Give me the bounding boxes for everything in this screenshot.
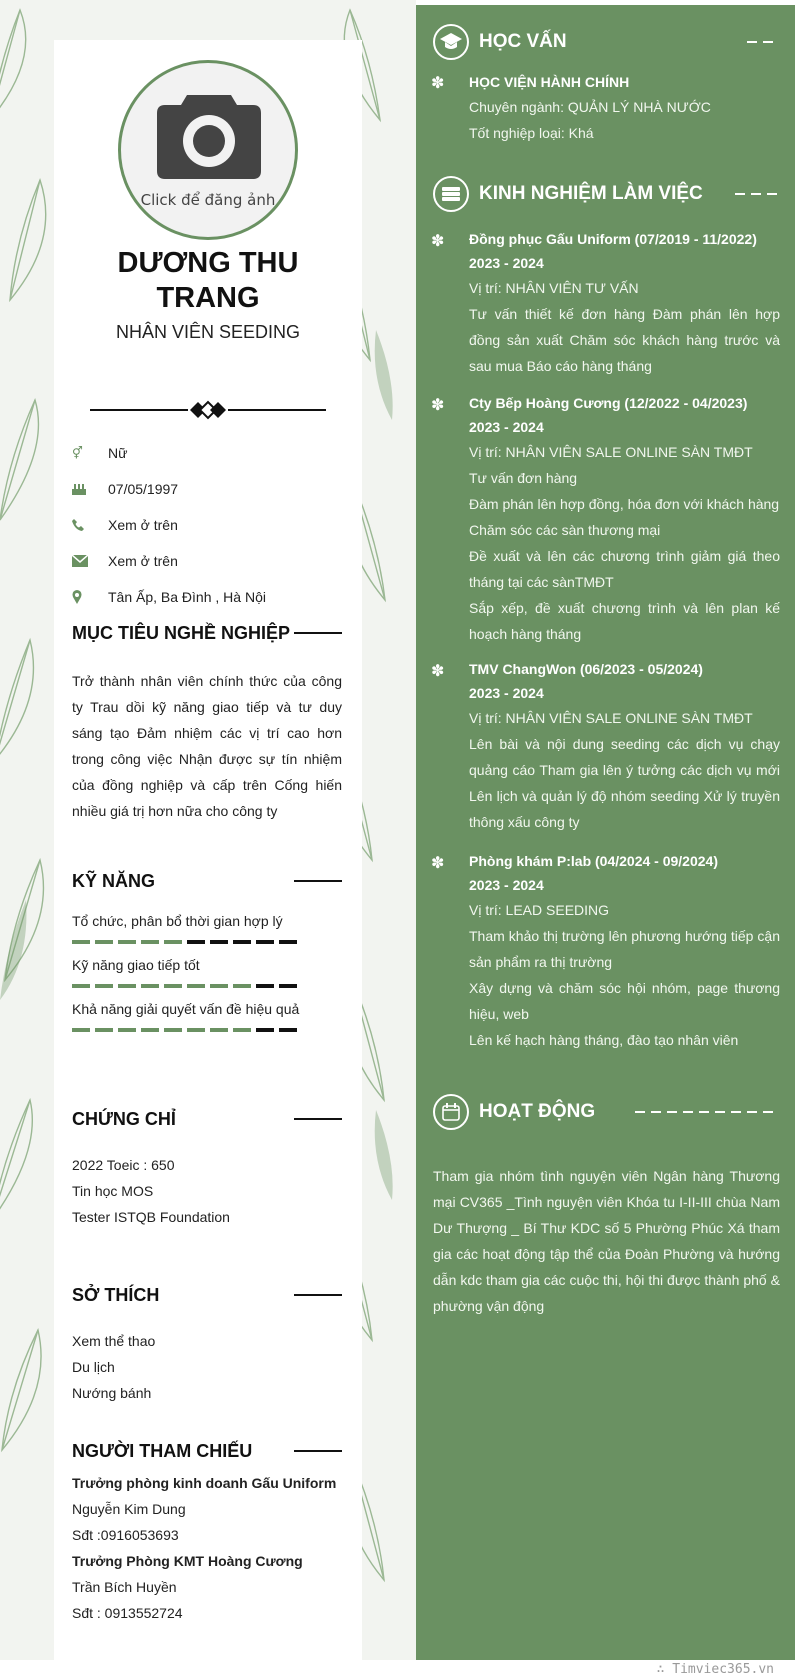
skill-item <box>72 908 342 944</box>
skill-bar-empty-segment <box>256 1028 274 1032</box>
objective-text: Trở thành nhân viên chính thức của công ty Trau dồi kỹ năng giao tiếp và tư duy sáng tạo Đảm nhiệm các vị trí cao hơn trong công việc Nhận được sự tín nhiệm của đồng nghiệp và cấp trên Cống hiến nhiều giá trị hơn nữa cho công ty <box>72 673 342 819</box>
skill-bar-empty-segment <box>256 940 274 944</box>
school-name: HỌC VIỆN HÀNH CHÍNH <box>469 74 630 90</box>
flower-bullet-icon: ✽ <box>431 397 445 414</box>
skill-bar-filled-segment <box>141 984 159 988</box>
skill-bar-filled-segment <box>187 1028 205 1032</box>
flower-bullet-icon: ✽ <box>431 75 445 92</box>
education-title: HỌC VẤN <box>479 31 567 52</box>
skill-bar <box>72 940 342 944</box>
list-item: Nướng bánh <box>72 1385 152 1401</box>
personal-info-list <box>72 435 352 615</box>
flower-bullet-icon: ✽ <box>431 855 445 872</box>
skill-bar-filled-segment <box>164 1028 182 1032</box>
heading-dash-line <box>747 41 778 43</box>
activities-heading <box>433 1093 778 1131</box>
experience-detail: Sắp xếp, đề xuất chương trình và lên plan kế hoạch hàng tháng <box>469 600 780 642</box>
experience-role: Vị trí: NHÂN VIÊN SALE ONLINE SÀN TMĐT <box>469 444 753 460</box>
reference-phone: Sđt : 0913552724 <box>72 1605 183 1621</box>
skills-heading <box>72 870 342 892</box>
skill-bar-empty-segment <box>233 940 251 944</box>
upload-photo-text[interactable]: Click để đăng ảnh <box>140 191 276 209</box>
skill-bar-filled-segment <box>95 940 113 944</box>
experience-years: 2023 - 2024 <box>469 255 544 271</box>
heading-rule <box>294 632 342 634</box>
certificates-title: CHỨNG CHỈ <box>72 1108 176 1129</box>
experience-entry <box>469 657 780 835</box>
skill-bar-empty-segment <box>279 984 297 988</box>
activities-text: Tham gia nhóm tình nguyện viên Ngân hàng Thương mại CV365 _Tình nguyện viên Khóa tu I-II-III chùa Nam Dư Thượng _ Bí Thư KDC số 5 Phường Phúc Xá tham gia các hoạt động tập thể của Đoàn Phường và hướng dẫn kdc tham gia các cuộc thi, hội thi được thành phố & phường vận động <box>433 1168 780 1314</box>
objective-heading <box>72 622 342 644</box>
experience-years: 2023 - 2024 <box>469 877 544 893</box>
experience-detail: Tư vấn đơn hàng <box>469 470 578 486</box>
left-column <box>54 40 362 1660</box>
list-item: Xem thể thao <box>72 1333 156 1349</box>
skill-bar-filled-segment <box>118 940 136 944</box>
experience-company: Cty Bếp Hoàng Cương (12/2022 - 04/2023) <box>469 395 748 411</box>
flower-bullet-icon: ✽ <box>431 233 445 250</box>
info-email <box>72 543 352 579</box>
candidate-name <box>54 246 362 316</box>
experience-company: Đồng phục Gấu Uniform (07/2019 - 11/2022) <box>469 231 757 247</box>
skill-bar-empty-segment <box>279 940 297 944</box>
skill-bar-filled-segment <box>72 984 90 988</box>
heading-dash-line <box>635 1111 778 1113</box>
location-pin-icon <box>72 590 108 604</box>
objective-title: MỤC TIÊU NGHỀ NGHIỆP <box>72 622 291 643</box>
name-line-1: DƯƠNG THU <box>117 247 299 279</box>
info-birthday <box>72 471 352 507</box>
hobbies-list <box>72 1328 342 1406</box>
education-heading <box>433 23 778 61</box>
skill-bar-empty-segment <box>279 1028 297 1032</box>
skill-bar-filled-segment <box>233 984 251 988</box>
watermark-text: Timviec365.vn <box>672 1662 774 1677</box>
avatar-upload[interactable] <box>118 60 298 240</box>
experience-entry <box>469 849 780 1053</box>
experience-years: 2023 - 2024 <box>469 685 544 701</box>
certificates-list <box>72 1152 342 1230</box>
experience-role: Vị trí: LEAD SEEDING <box>469 902 610 918</box>
birthday-cake-icon <box>72 483 108 495</box>
skill-bar-filled-segment <box>95 1028 113 1032</box>
skill-label: Tổ chức, phân bổ thời gian hợp lý <box>72 913 283 929</box>
phone-value: Xem ở trên <box>108 517 178 533</box>
heading-rule <box>294 880 342 882</box>
phone-icon <box>72 519 108 531</box>
experience-company: TMV ChangWon (06/2023 - 05/2024) <box>469 661 703 677</box>
reference-title: Trưởng Phòng KMT Hoàng Cương <box>72 1553 303 1569</box>
hobbies-title: SỞ THÍCH <box>72 1284 160 1305</box>
graduation-cap-icon <box>433 24 469 60</box>
address-value: Tân Ấp, Ba Đình , Hà Nội <box>108 589 266 605</box>
reference-name: Trần Bích Huyền <box>72 1579 177 1595</box>
skill-bar-filled-segment <box>164 984 182 988</box>
certificates-heading <box>72 1108 342 1130</box>
heading-dash-line <box>735 193 778 195</box>
experience-role: Vị trí: NHÂN VIÊN SALE ONLINE SÀN TMĐT <box>469 710 753 726</box>
experience-entry <box>469 227 780 379</box>
gender-value: Nữ <box>108 445 128 461</box>
skill-bar-filled-segment <box>72 1028 90 1032</box>
info-gender <box>72 435 352 471</box>
experience-detail: Tham khảo thị trường lên phương hướng tiếp cận sản phẩm ra thị trường <box>469 928 780 970</box>
skill-bar-filled-segment <box>210 984 228 988</box>
birthday-value: 07/05/1997 <box>108 481 179 497</box>
skills-title: KỸ NĂNG <box>72 870 156 891</box>
skill-bar-filled-segment <box>141 940 159 944</box>
experience-detail: Lên kế hạch hàng tháng, đào tạo nhân viên <box>469 1032 739 1048</box>
calendar-icon <box>433 1094 469 1130</box>
education-major: Chuyên ngành: QUẢN LÝ NHÀ NƯỚC <box>469 99 711 115</box>
camera-icon <box>157 91 261 179</box>
experience-heading <box>433 175 778 213</box>
book-stack-icon <box>433 176 469 212</box>
skill-bar-empty-segment <box>256 984 274 988</box>
skill-bar-filled-segment <box>72 940 90 944</box>
skill-bar-empty-segment <box>210 940 228 944</box>
experience-company: Phòng khám P:lab (04/2024 - 09/2024) <box>469 853 718 869</box>
experience-detail: Lên bài và nội dung seeding các dịch vụ chạy quảng cáo Tham gia lên ý tưởng các dịch vụ mới Lên lịch và quản lý độ nhóm seeding Xử lý truyền thông xấu công ty <box>469 736 780 830</box>
skill-bar-empty-segment <box>187 940 205 944</box>
info-address <box>72 579 352 615</box>
skill-bar-filled-segment <box>164 940 182 944</box>
experience-role: Vị trí: NHÂN VIÊN TƯ VẤN <box>469 280 639 296</box>
experience-detail: Đề xuất và lên các chương trình giảm giá theo tháng tại các sànTMĐT <box>469 548 780 590</box>
gender-icon: ⚥ <box>72 446 83 460</box>
skill-bar-filled-segment <box>118 984 136 988</box>
heading-rule <box>294 1118 342 1120</box>
reference-name: Nguyễn Kim Dung <box>72 1501 186 1517</box>
right-column <box>416 5 795 1660</box>
experience-entry <box>469 391 780 647</box>
experience-detail: Chăm sóc các sàn thương mại <box>469 522 661 538</box>
references-heading <box>72 1440 342 1462</box>
skill-bar-filled-segment <box>210 1028 228 1032</box>
hobbies-heading <box>72 1284 342 1306</box>
email-icon <box>72 555 108 567</box>
experience-detail: Đàm phán lên hợp đồng, hóa đơn với khách hàng <box>469 496 780 512</box>
list-item: Du lịch <box>72 1359 115 1375</box>
watermark <box>657 1660 774 1680</box>
heading-rule <box>294 1450 342 1452</box>
flower-bullet-icon: ✽ <box>431 663 445 680</box>
skill-bar <box>72 984 342 988</box>
skill-bar-filled-segment <box>187 984 205 988</box>
skill-item <box>72 952 342 988</box>
skill-item <box>72 996 342 1032</box>
watermark-icon: ∴ <box>656 1662 673 1677</box>
list-item: Tin học MOS <box>72 1183 154 1199</box>
list-item: 2022 Toeic : 650 <box>72 1157 175 1173</box>
info-phone <box>72 507 352 543</box>
skill-bar-filled-segment <box>233 1028 251 1032</box>
heading-rule <box>294 1294 342 1296</box>
activities-title: HOẠT ĐỘNG <box>479 1101 596 1122</box>
skill-label: Kỹ năng giao tiếp tốt <box>72 957 200 973</box>
skill-bar-filled-segment <box>95 984 113 988</box>
skill-bar-filled-segment <box>141 1028 159 1032</box>
reference-phone: Sđt :0916053693 <box>72 1527 179 1543</box>
skill-bar <box>72 1028 342 1032</box>
email-value: Xem ở trên <box>108 553 178 569</box>
ornament-divider <box>90 400 326 420</box>
experience-title: KINH NGHIỆM LÀM VIỆC <box>479 183 703 204</box>
experience-detail: Xây dựng và chăm sóc hội nhóm, page thương hiệu, web <box>469 980 780 1022</box>
education-grade: Tốt nghiệp loại: Khá <box>469 125 594 141</box>
job-position: NHÂN VIÊN SEEDING <box>115 322 301 342</box>
skill-bar-filled-segment <box>118 1028 136 1032</box>
reference-title: Trưởng phòng kinh doanh Gấu Uniform <box>72 1475 337 1491</box>
skill-label: Khả năng giải quyết vấn đề hiệu quả <box>72 1001 300 1017</box>
experience-years: 2023 - 2024 <box>469 419 544 435</box>
references-list <box>72 1470 342 1626</box>
name-line-2: TRANG <box>156 282 260 314</box>
references-title: NGƯỜI THAM CHIẾU <box>72 1440 253 1461</box>
list-item: Tester ISTQB Foundation <box>72 1209 230 1225</box>
education-entry <box>469 70 780 146</box>
experience-detail: Tư vấn thiết kế đơn hàng Đàm phán lên hợp đồng sản xuất Chăm sóc khách hàng trước và sau mua Báo cáo hàng tháng <box>469 306 780 374</box>
